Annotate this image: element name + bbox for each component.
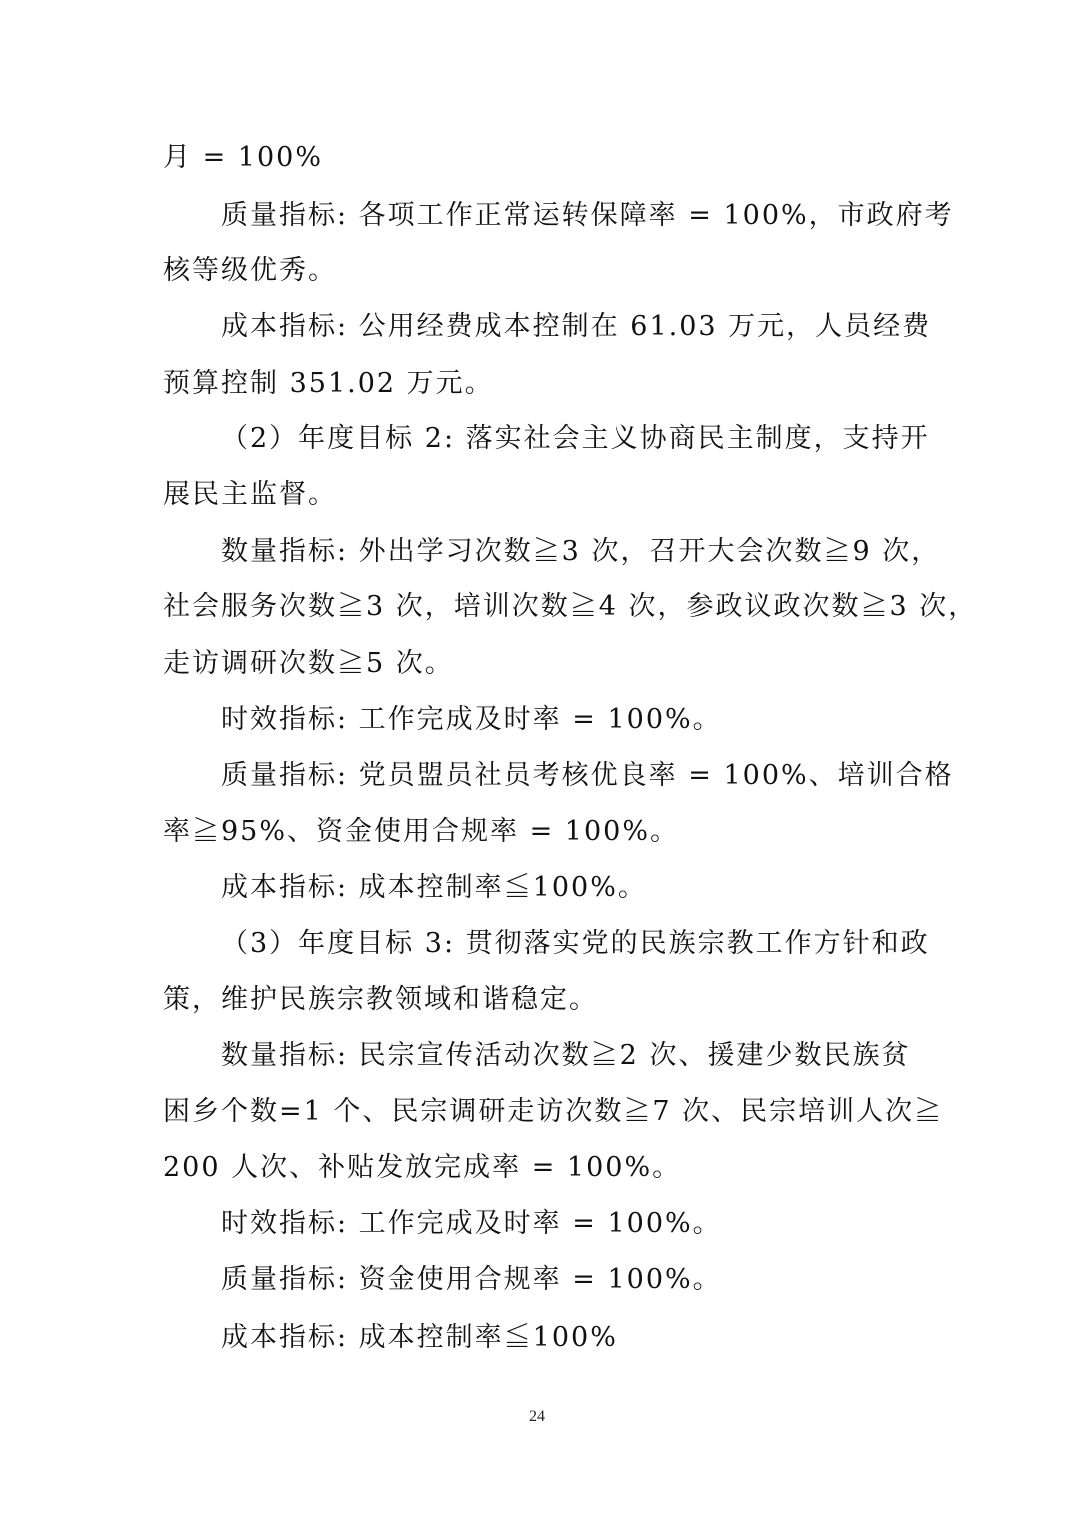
text-line: 展民主监督。 [163, 479, 337, 510]
text-line: 困乡个数=1 个、民宗调研走访次数≧7 次、民宗培训人次≧ [163, 1096, 944, 1127]
page-number: 24 [529, 1408, 545, 1425]
text-line: 质量指标: 资金使用合规率 = 100%。 [221, 1264, 722, 1295]
text-line: 率≧95%、资金使用合规率 = 100%。 [163, 816, 679, 847]
text-line: （3）年度目标 3: 贯彻落实党的民族宗教工作方针和政 [221, 928, 930, 959]
text-line: 质量指标: 党员盟员社员考核优良率 = 100%、培训合格 [221, 760, 954, 791]
text-line: 时效指标: 工作完成及时率 = 100%。 [221, 704, 722, 735]
text-line: 走访调研次数≧5 次。 [163, 648, 454, 679]
text-line: 预算控制 351.02 万元。 [163, 368, 494, 399]
text-line: 质量指标: 各项工作正常运转保障率 = 100%，市政府考 [221, 200, 954, 231]
text-line: 成本指标: 公用经费成本控制在 61.03 万元，人员经费 [221, 311, 932, 342]
text-line: 社会服务次数≧3 次，培训次数≧4 次，参政议政次数≧3 次， [163, 591, 978, 622]
text-line: （2）年度目标 2: 落实社会主义协商民主制度，支持开 [221, 423, 930, 454]
text-line: 200 人次、补贴发放完成率 = 100%。 [163, 1152, 682, 1183]
text-line: 策，维护民族宗教领域和谐稳定。 [163, 984, 598, 1015]
text-line: 数量指标: 民宗宣传活动次数≧2 次、援建少数民族贫 [221, 1040, 911, 1071]
text-line: 时效指标: 工作完成及时率 = 100%。 [221, 1208, 722, 1239]
text-line: 数量指标: 外出学习次数≧3 次，召开大会次数≧9 次， [221, 536, 941, 567]
text-line: 月 = 100% [163, 142, 323, 173]
text-line: 核等级优秀。 [163, 255, 337, 286]
text-line: 成本指标: 成本控制率≦100% [221, 1322, 618, 1353]
text-line: 成本指标: 成本控制率≦100%。 [221, 872, 647, 903]
